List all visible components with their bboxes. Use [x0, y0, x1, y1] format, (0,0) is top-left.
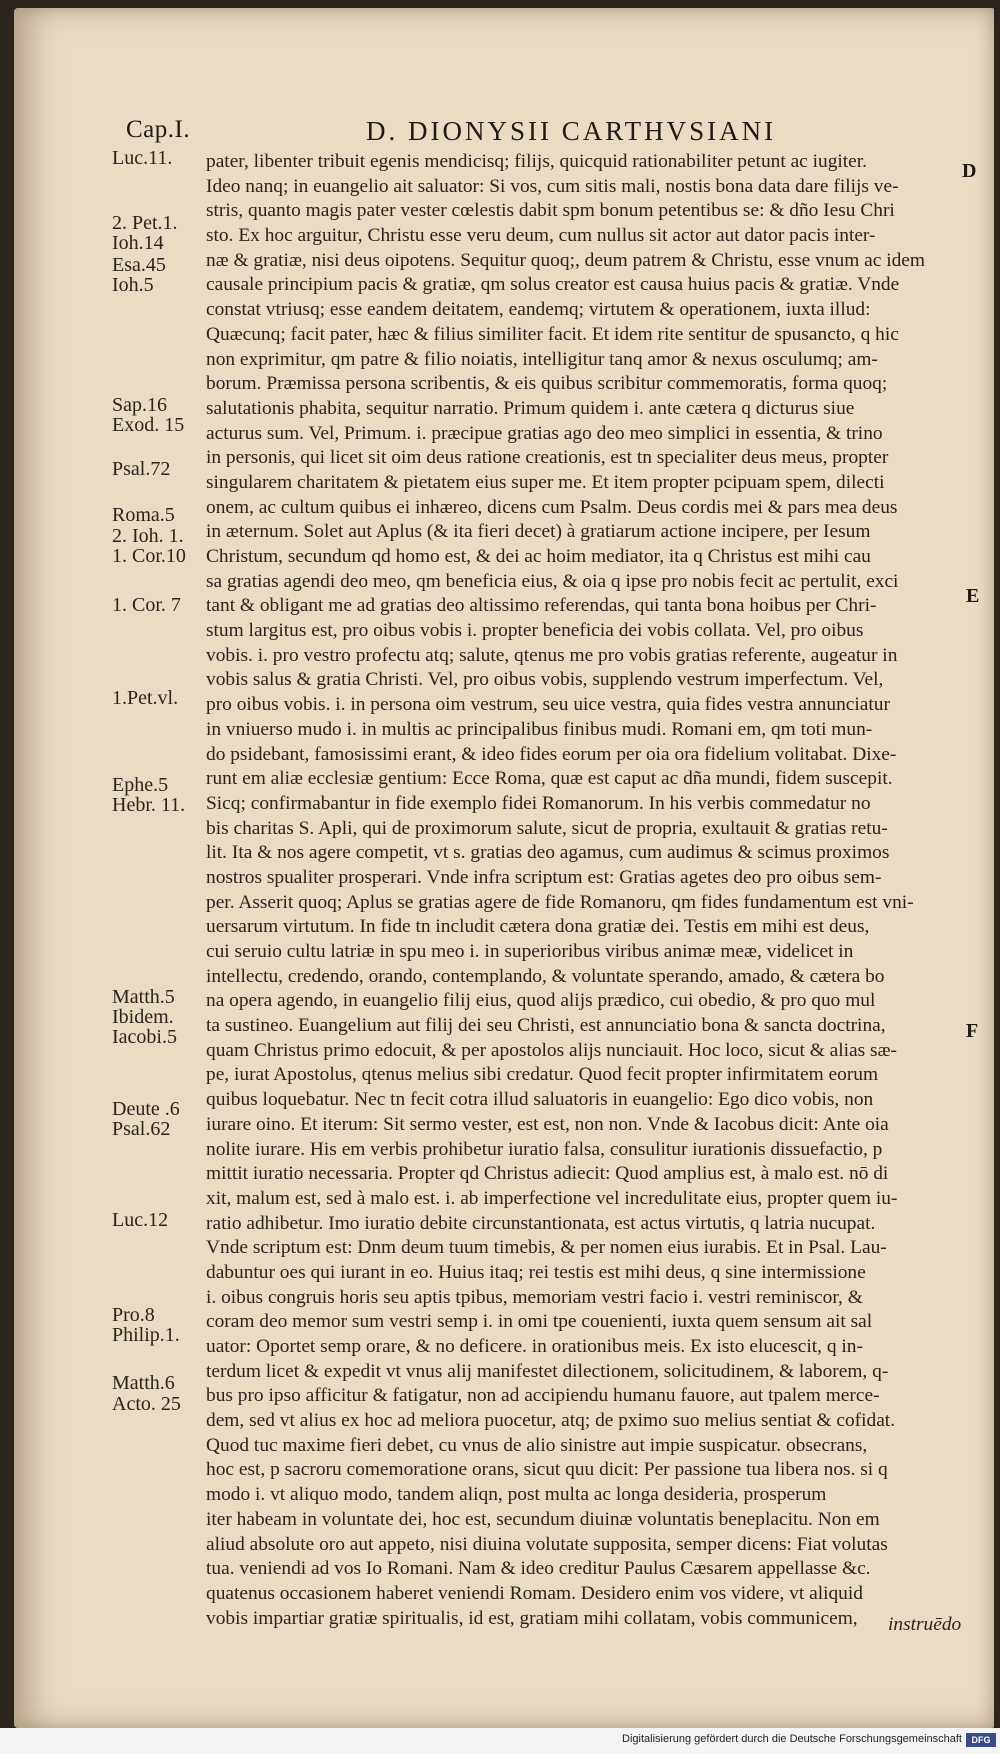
- text-line: bis charitas S. Apli, qui de proximorum salute, sicut de propria, exultauit & gratias retu-: [206, 817, 888, 839]
- margin-note: 2. Pet.1.: [112, 212, 178, 234]
- text-line: coram deo memor sum vestri semp i. in omi tpe couenienti, iuxta quem sensum ait sal: [206, 1311, 873, 1333]
- text-line: ta sustineo. Euangelium aut filij dei seu Christi, est annunciatio bona & sancta doctrina,: [206, 1015, 886, 1037]
- catchword: instruēdo: [888, 1614, 962, 1635]
- main-text-column: [206, 150, 968, 1631]
- margin-note: Luc.11.: [112, 147, 173, 169]
- text-line: in æternum. Solet aut Aplus (& ita fieri decet) à gratiarum actione incipere, per Iesum: [206, 521, 871, 543]
- text-line: Sicq; confirmabantur in fide exemplo fidei Romanorum. In his verbis commedatur no: [206, 792, 871, 814]
- margin-note: 2. Ioh. 1.: [112, 525, 184, 547]
- text-line: onem, ac cultum quibus ei inhæreo, dicens cum Psalm. Deus cordis mei & pars mea deus: [206, 496, 898, 518]
- text-line: næ & gratiæ, nisi deus oipotens. Sequitur quoq;, deum patrem & Christu, esse vnum ac idem: [206, 249, 925, 271]
- text-line: mittit iuratio necessaria. Propter qd Christus adiecit: Quod amplius est, à malo est. nō di: [206, 1163, 889, 1185]
- text-line: salutationis phabita, sequitur narratio. Primum quidem i. ante cætera q dicturus siue: [206, 397, 855, 419]
- margin-note: 1.Pet.vl.: [112, 687, 179, 709]
- text-line: quibus loquebatur. Nec tn fecit cotra illud saluatoris in euangelio: Ego dico vobis, non: [206, 1089, 874, 1111]
- text-line: quam Christus primo edocuit, & per apostolos alijs nunciauit. Hoc loco, sicut & alias sæ-: [206, 1039, 897, 1061]
- margin-note: Deute .6: [112, 1098, 180, 1120]
- margin-note: Hebr. 11.: [112, 794, 186, 816]
- text-line: Vnde scriptum est: Dnm deum tuum timebis, & per nomen eius iurabis. Et in Psal. Lau-: [206, 1237, 887, 1259]
- text-line: dem, sed vt alius ex hoc ad meliora puocetur, atq; de pximo suo melius sentiat & cofidat.: [206, 1410, 896, 1432]
- text-line: runt em aliæ ecclesiæ gentium: Ecce Roma, quæ est caput ac dña mundi, fidem suscepit.: [206, 768, 893, 790]
- margin-note: Ioh.14: [112, 232, 164, 254]
- text-line: do psidebant, famosissimi erant, & ideo fides eorum per oia ora fidelium volitabat. Dixe-: [206, 743, 897, 765]
- margin-note: 1. Cor.10: [112, 545, 186, 567]
- text-line: constat vtriusq; esse eandem deitatem, eandemq; virtutem & operationem, iuxta illud:: [206, 299, 871, 321]
- margin-note: Sap.16: [112, 394, 167, 416]
- text-line: na opera agendo, in euangelio filij eius, quod alijs prædico, cui obedio, & pro quo mul: [206, 990, 876, 1012]
- text-line: borum. Præmissa persona scribentis, & eis quibus scribitur commemoratis, forma quoq;: [206, 373, 888, 395]
- text-line: vobis. i. pro vestro profectu atq; salute, qtenus me pro vobis gratias referente, augeatur in: [206, 644, 898, 666]
- text-line: in personis, qui licet sit oim deus ratione creationis, est tn specialiter deus meus, propter: [206, 447, 889, 469]
- text-line: iurare oino. Et iterum: Sit sermo vester, est est, non non. Vnde & Iacobus dicit: Ante oia: [206, 1113, 889, 1135]
- text-line: vobis impartiar gratiæ spiritualis, id est, gratiam mihi collatam, vobis communicem,: [206, 1607, 858, 1629]
- text-line: iter habeam in voluntate dei, hoc est, secundum diuinæ voluntatis beneplacitu. Non em: [206, 1508, 880, 1530]
- text-line: bus pro ipso afficitur & fatigatur, non ad accipiendu humanu fauore, aut tpalem merce-: [206, 1385, 880, 1407]
- text-line: uator: Oportet semp orare, & no deficere. in orationibus meis. Ex isto elucescit, q in-: [206, 1336, 863, 1357]
- text-line: cui seruio cultu latriæ in spu meo i. in superioribus viribus animæ meæ, videlicet in: [206, 941, 854, 962]
- margin-note: Ephe.5: [112, 774, 169, 796]
- margin-note: Acto. 25: [112, 1393, 181, 1415]
- text-line: non exprimitur, qm patre & filio noiatis, intelligitur tanq amor & nexus osculumq; am-: [206, 348, 878, 370]
- text-line: stum largitus est, pro oibus vobis i. propter beneficia dei vobis collata. Vel, pro oibus: [206, 620, 864, 642]
- margin-note: Luc.12: [112, 1209, 169, 1231]
- text-line: acturus sum. Vel, Primum. i. præcipue gratias ago deo meo simplici in essentia, & trino: [206, 422, 883, 444]
- margin-note: Esa.45: [112, 254, 166, 276]
- margin-note: Ioh.5: [112, 274, 154, 296]
- margin-note: Ibidem.: [112, 1006, 174, 1028]
- text-line: ratio adhibetur. Imo iuratio debite circunstantionata, est actus virtutis, q latria nucupat.: [206, 1212, 876, 1234]
- dfg-logo-icon: DFG: [966, 1733, 996, 1747]
- text-line: dabuntur oes qui iurant in eo. Huius itaq; rei testis est mihi deus, q sine intermissione: [206, 1261, 866, 1283]
- text-line: intellectu, credendo, orando, contemplando, & voluntate sperando, amado, & cætera bo: [206, 965, 885, 987]
- text-line: i. oibus congruis horis seu aptis tpibus, memoriam vestri facio i. vestri reminiscor, &: [206, 1286, 863, 1308]
- margin-note: Philip.1.: [112, 1324, 180, 1346]
- margin-note: Exod. 15: [112, 414, 185, 436]
- margin-note: Matth.6: [112, 1372, 175, 1394]
- text-line: Christum, secundum qd homo est, & dei ac hoim mediator, ita q Christus est mihi cau: [206, 546, 871, 567]
- text-line: Quæcunq; facit pater, hæc & filius similiter facit. Et idem rite sentitur de spusancto, q hic: [206, 323, 899, 345]
- margin-note: Matth.5: [112, 986, 175, 1008]
- text-line: tant & obligant me ad gratias deo altissimo referendas, qui tanta bona hoibus per Chri-: [206, 595, 877, 617]
- text-line: nolite iurare. His em verbis prohibetur iuratio falsa, consulitur iurationis dissuefactio, p: [206, 1138, 883, 1160]
- margin-note: Psal.72: [112, 458, 171, 480]
- running-title: D. DIONYSII CARTHVSIANI: [366, 116, 777, 146]
- text-line: hoc est, p sacroru comemoratione orans, sicut quu dicit: Per passione tua libera nos. si q: [206, 1459, 888, 1481]
- text-line: vobis salus & gratia Christi. Vel, pro oibus vobis, supplendo vestrum imperfectum. Vel,: [206, 669, 884, 691]
- text-line: in vniuerso mudo i. in multis ac principalibus finibus mudi. Romani em, qm toti mun-: [206, 718, 873, 740]
- text-line: causale principium pacis & gratiæ, qm solus creator est causa huius pacis & gratiæ. Vnde: [206, 274, 900, 296]
- margin-note: Iacobi.5: [112, 1026, 177, 1048]
- margin-note: Psal.62: [112, 1118, 171, 1140]
- funding-credit: Digitalisierung gefördert durch die Deutsche Forschungsgemeinschaft: [622, 1733, 962, 1745]
- text-line: nostros spualiter prosperari. Vnde infra scriptum est: Gratias agetes deo pro oibus sem-: [206, 866, 882, 888]
- text-line: tua. veniendi ad vos Io Romani. Nam & ideo creditur Paulus Cæsarem appellasse &c.: [206, 1558, 871, 1580]
- margin-notes: [112, 147, 204, 1647]
- text-line: stris, quanto magis pater vester cœlestis dabit spm bonum petentibus se: & dño Iesu Chri: [206, 200, 895, 222]
- section-mark: D: [962, 160, 977, 182]
- text-line: pe, iurat Apostolus, qtenus melius sibi credatur. Quod fecit propter infirmitatem eorum: [206, 1064, 879, 1086]
- chapter-label: Cap.I.: [126, 116, 191, 143]
- text-line: Quod tuc maxime fieri debet, cu vnus de alio sinistre aut impie suspicatur. obsecrans,: [206, 1434, 868, 1456]
- text-line: pater, libenter tribuit egenis mendicisq; filijs, quicquid rationabiliter petunt ac iugiter.: [206, 151, 868, 172]
- text-line: pro oibus vobis. i. in persona oim vestrum, seu uice vestra, quia fides vestra annunciatur: [206, 694, 890, 716]
- text-line: per. Asserit quoq; Aplus se gratias agere de fide Romanoru, qm fides fundamentum est vni-: [206, 891, 914, 913]
- margin-note: Pro.8: [112, 1304, 155, 1326]
- text-line: Ideo nanq; in euangelio ait saluator: Si vos, cum sitis mali, nostis bona data dare filijs ve-: [206, 175, 899, 197]
- text-line: sa gratias agendi deo meo, qm beneficia eius, & oia q ipse pro nobis fecit ac pertulit, exci: [206, 570, 899, 592]
- text-line: aliud absolute oro aut appeto, nisi diuina volutate supposita, semper dicens: Fiat volutas: [206, 1533, 888, 1555]
- text-line: singularem charitatem & pietatem eius super me. Et item propter pcipuam spem, dilecti: [206, 471, 885, 493]
- text-line: modo i. vt aliquo modo, tandem aliqn, post multa ac longa desideria, prosperum: [206, 1484, 827, 1506]
- margin-note: 1. Cor. 7: [112, 594, 181, 616]
- section-mark: E: [966, 585, 980, 607]
- text-line: quatenus occasionem haberet veniendi Romam. Desidero enim vos videre, vt aliquid: [206, 1582, 863, 1604]
- text-line: sto. Ex hoc arguitur, Christu esse veru deum, cum nullus sit actor aut dator pacis inter-: [206, 225, 876, 247]
- text-line: terdum licet & expedit vt vnus alij manifestet dilectionem, solicitudinem, & laborem, q-: [206, 1360, 889, 1382]
- section-mark: F: [966, 1020, 979, 1042]
- text-line: xit, malum est, sed à malo est. i. ab imperfectione vel incredulitate eius, propter quem iu-: [206, 1187, 898, 1209]
- text-line: uersarum virtutum. In fide tn includit cætera dona gratiæ dei. Testis em mihi est deus,: [206, 916, 870, 938]
- margin-note: Roma.5: [112, 504, 175, 526]
- digitization-footer: [0, 1728, 1000, 1754]
- text-line: lit. Ita & nos agere competit, vt s. gratias deo agamus, cum audimus & scimus proximos: [206, 842, 890, 864]
